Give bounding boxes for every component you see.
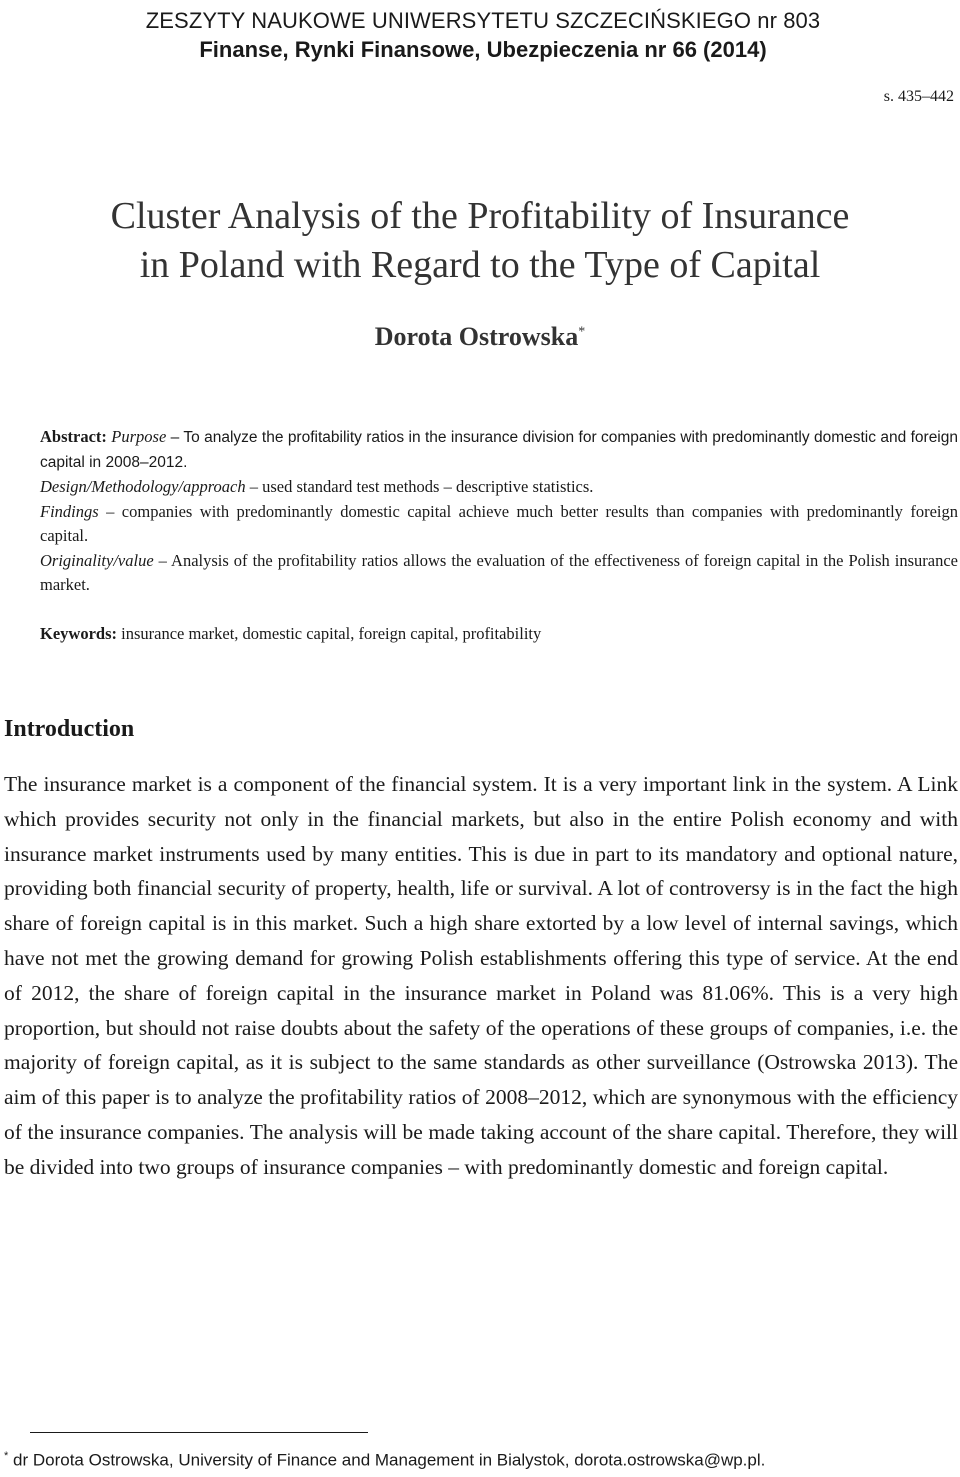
author-footnote-mark: *	[578, 324, 586, 340]
journal-header	[88, 6, 878, 64]
purpose-label: Purpose	[111, 427, 167, 446]
footnote-text: dr Dorota Ostrowska, University of Finance and Management in Bialystok, dorota.ostrowska@wp.pl.	[8, 1450, 766, 1470]
originality-label: Originality/value	[40, 550, 154, 570]
footnote	[4, 1450, 765, 1471]
abstract-label: Abstract:	[40, 427, 107, 446]
footnote-mark: *	[4, 1450, 9, 1462]
paper-title	[0, 192, 960, 290]
journal-name: ZESZYTY NAUKOWE UNIWERSYTETU SZCZECIŃSKIEGO nr 803	[145, 8, 821, 33]
abstract	[40, 425, 958, 598]
journal-series: Finanse, Rynki Finansowe, Ubezpieczenia nr 66 (2014)	[199, 37, 767, 62]
footnote-divider	[30, 1432, 368, 1433]
keywords	[40, 624, 541, 644]
abstract-findings	[40, 500, 958, 549]
introduction-paragraph: The insurance market is a component of the financial system. It is a very important link in the system. A Link which provides security not only in the financial markets, but also in the entire Polish economy and with insurance market instruments used by many entities. This is due in part to its mandatory and optional nature, providing both financial security of property, health, life or survival. A lot of controversy is in the fact the high share of foreign capital is in this market. Such a high share extorted by a low level of internal savings, which have not met the growing demand for growing Polish establishments offering this type of service. At the end of 2012, the share of foreign capital in the insurance market in Poland was 81.06%. This is a very high proportion, but should not raise doubts about the safety of the operations of these groups of companies, i.e. the majority of foreign capital, as it is subject to the same standards as other surveillance (Ostrowska 2013). The aim of this paper is to analyze the profitability ratios of 2008–2012, which are synonymous with the efficiency of the insurance companies. The analysis will be made taking account of the share capital. Therefore, they will be divided into two groups of insurance companies – with predominantly domestic and foreign capital.	[4, 772, 958, 1179]
keywords-label: Keywords:	[40, 624, 117, 643]
abstract-originality	[40, 549, 958, 598]
page-range: s. 435–442	[883, 88, 954, 105]
keywords-text: insurance market, domestic capital, foreign capital, profitability	[117, 624, 542, 643]
paper-title-line-1: Cluster Analysis of the Profitability of Insurance	[110, 195, 850, 237]
introduction-heading: Introduction	[4, 716, 135, 742]
findings-text: – companies with predominantly domestic capital achieve much better results than companies with predominantly foreign capital.	[40, 501, 958, 545]
abstract-design	[40, 475, 958, 500]
design-label: Design/Methodology/approach	[40, 477, 246, 496]
abstract-purpose	[40, 425, 958, 475]
author-line	[0, 322, 960, 352]
author-name: Dorota Ostrowska	[374, 322, 579, 351]
originality-text: – Analysis of the profitability ratios allows the evaluation of the effectiveness of foreign capital in the Polish insurance market.	[40, 550, 958, 594]
purpose-text: – To analyze the profitability ratios in the insurance division for companies with predominantly domestic and foreign capital in 2008–2012.	[40, 429, 958, 471]
design-text: – used standard test methods – descriptive statistics.	[245, 477, 594, 496]
paper-title-line-2: in Poland with Regard to the Type of Capital	[139, 244, 821, 286]
findings-label: Findings	[40, 501, 99, 521]
